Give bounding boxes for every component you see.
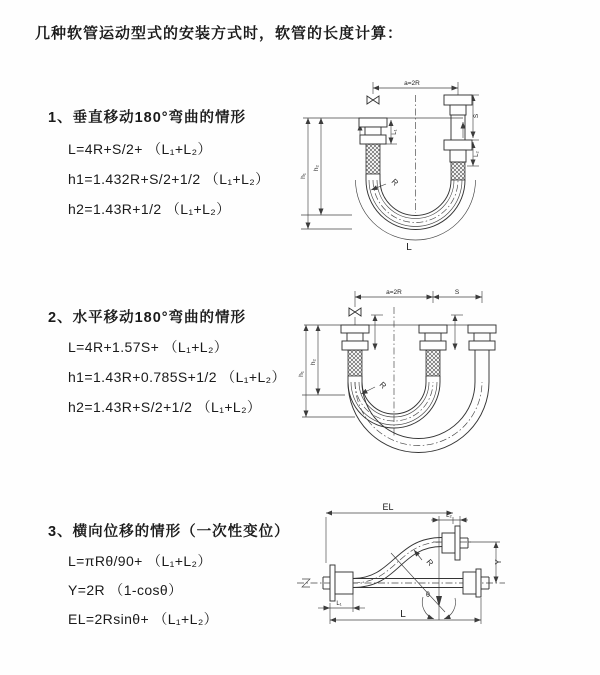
formula-3-EL: EL=2Rsinθ+ （L₁+L₂） xyxy=(68,611,219,627)
page-title: 几种软管运动型式的安装方式时，软管的长度计算： xyxy=(35,25,404,42)
formula-3-Y: Y=2R （1-cosθ） xyxy=(68,582,183,598)
section-3 xyxy=(48,520,290,627)
label-l: L xyxy=(400,609,406,620)
formula-1-h1: h1=1.432R+S/2+1/2 （L₁+L₂） xyxy=(68,171,270,187)
section-2 xyxy=(48,306,286,415)
valve-icon-2 xyxy=(349,303,361,325)
section-1-heading: 1、垂直移动180°弯曲的情形 xyxy=(48,110,247,126)
label-h1: h₁ xyxy=(300,173,307,179)
section-1 xyxy=(48,106,270,217)
dimension-lines-d2 xyxy=(302,291,494,438)
label-theta: θ xyxy=(426,592,430,599)
section-2-heading: 2、水平移动180°弯曲的情形 xyxy=(48,310,247,326)
diagram-lateral-displacement xyxy=(293,498,518,638)
valve-icon xyxy=(367,96,379,104)
label-h2: h₂ xyxy=(313,164,320,172)
hose-drawing-d2 xyxy=(341,325,496,452)
diagram-vertical-180-bend xyxy=(297,68,502,263)
label-el: EL xyxy=(382,502,394,512)
label-l1: L₁ xyxy=(336,601,342,607)
hose-drawing-d3 xyxy=(323,526,489,601)
formula-2-L: L=4R+1.57S+ （L₁+L₂） xyxy=(68,339,229,355)
dimension-lines-d3 xyxy=(297,513,505,624)
label-h1: h₁ xyxy=(298,371,305,377)
label-y: Y xyxy=(494,559,503,565)
label-h2: h₂ xyxy=(310,358,317,366)
formula-2-h1: h1=1.43R+0.785S+1/2 （L₁+L₂） xyxy=(68,369,286,385)
label-r: R xyxy=(377,380,389,391)
label-l2: L₂ xyxy=(446,513,452,519)
formula-1-h2: h2=1.43R+1/2 （L₁+L₂） xyxy=(68,201,231,217)
label-a2r: a=2R xyxy=(386,289,402,296)
label-a2r: a=2R xyxy=(404,80,420,87)
label-s: S xyxy=(454,289,460,296)
formula-2-h2: h2=1.43R+S/2+1/2 （L₁+L₂） xyxy=(68,399,262,415)
label-r: R xyxy=(389,177,401,188)
label-s: S xyxy=(473,113,480,119)
label-l: L xyxy=(406,242,412,253)
formula-3-L: L=πRθ/90+ （L₁+L₂） xyxy=(68,553,212,569)
label-l2: L₂ xyxy=(474,151,480,157)
section-3-heading: 3、横向位移的情形（一次性变位） xyxy=(48,524,290,540)
diagram-horizontal-180-bend xyxy=(298,282,508,462)
label-r: R xyxy=(424,557,436,568)
dimension-labels-d3 xyxy=(336,502,503,620)
formula-1-L: L=4R+S/2+ （L₁+L₂） xyxy=(68,141,212,157)
label-l1: L₁ xyxy=(392,129,398,135)
